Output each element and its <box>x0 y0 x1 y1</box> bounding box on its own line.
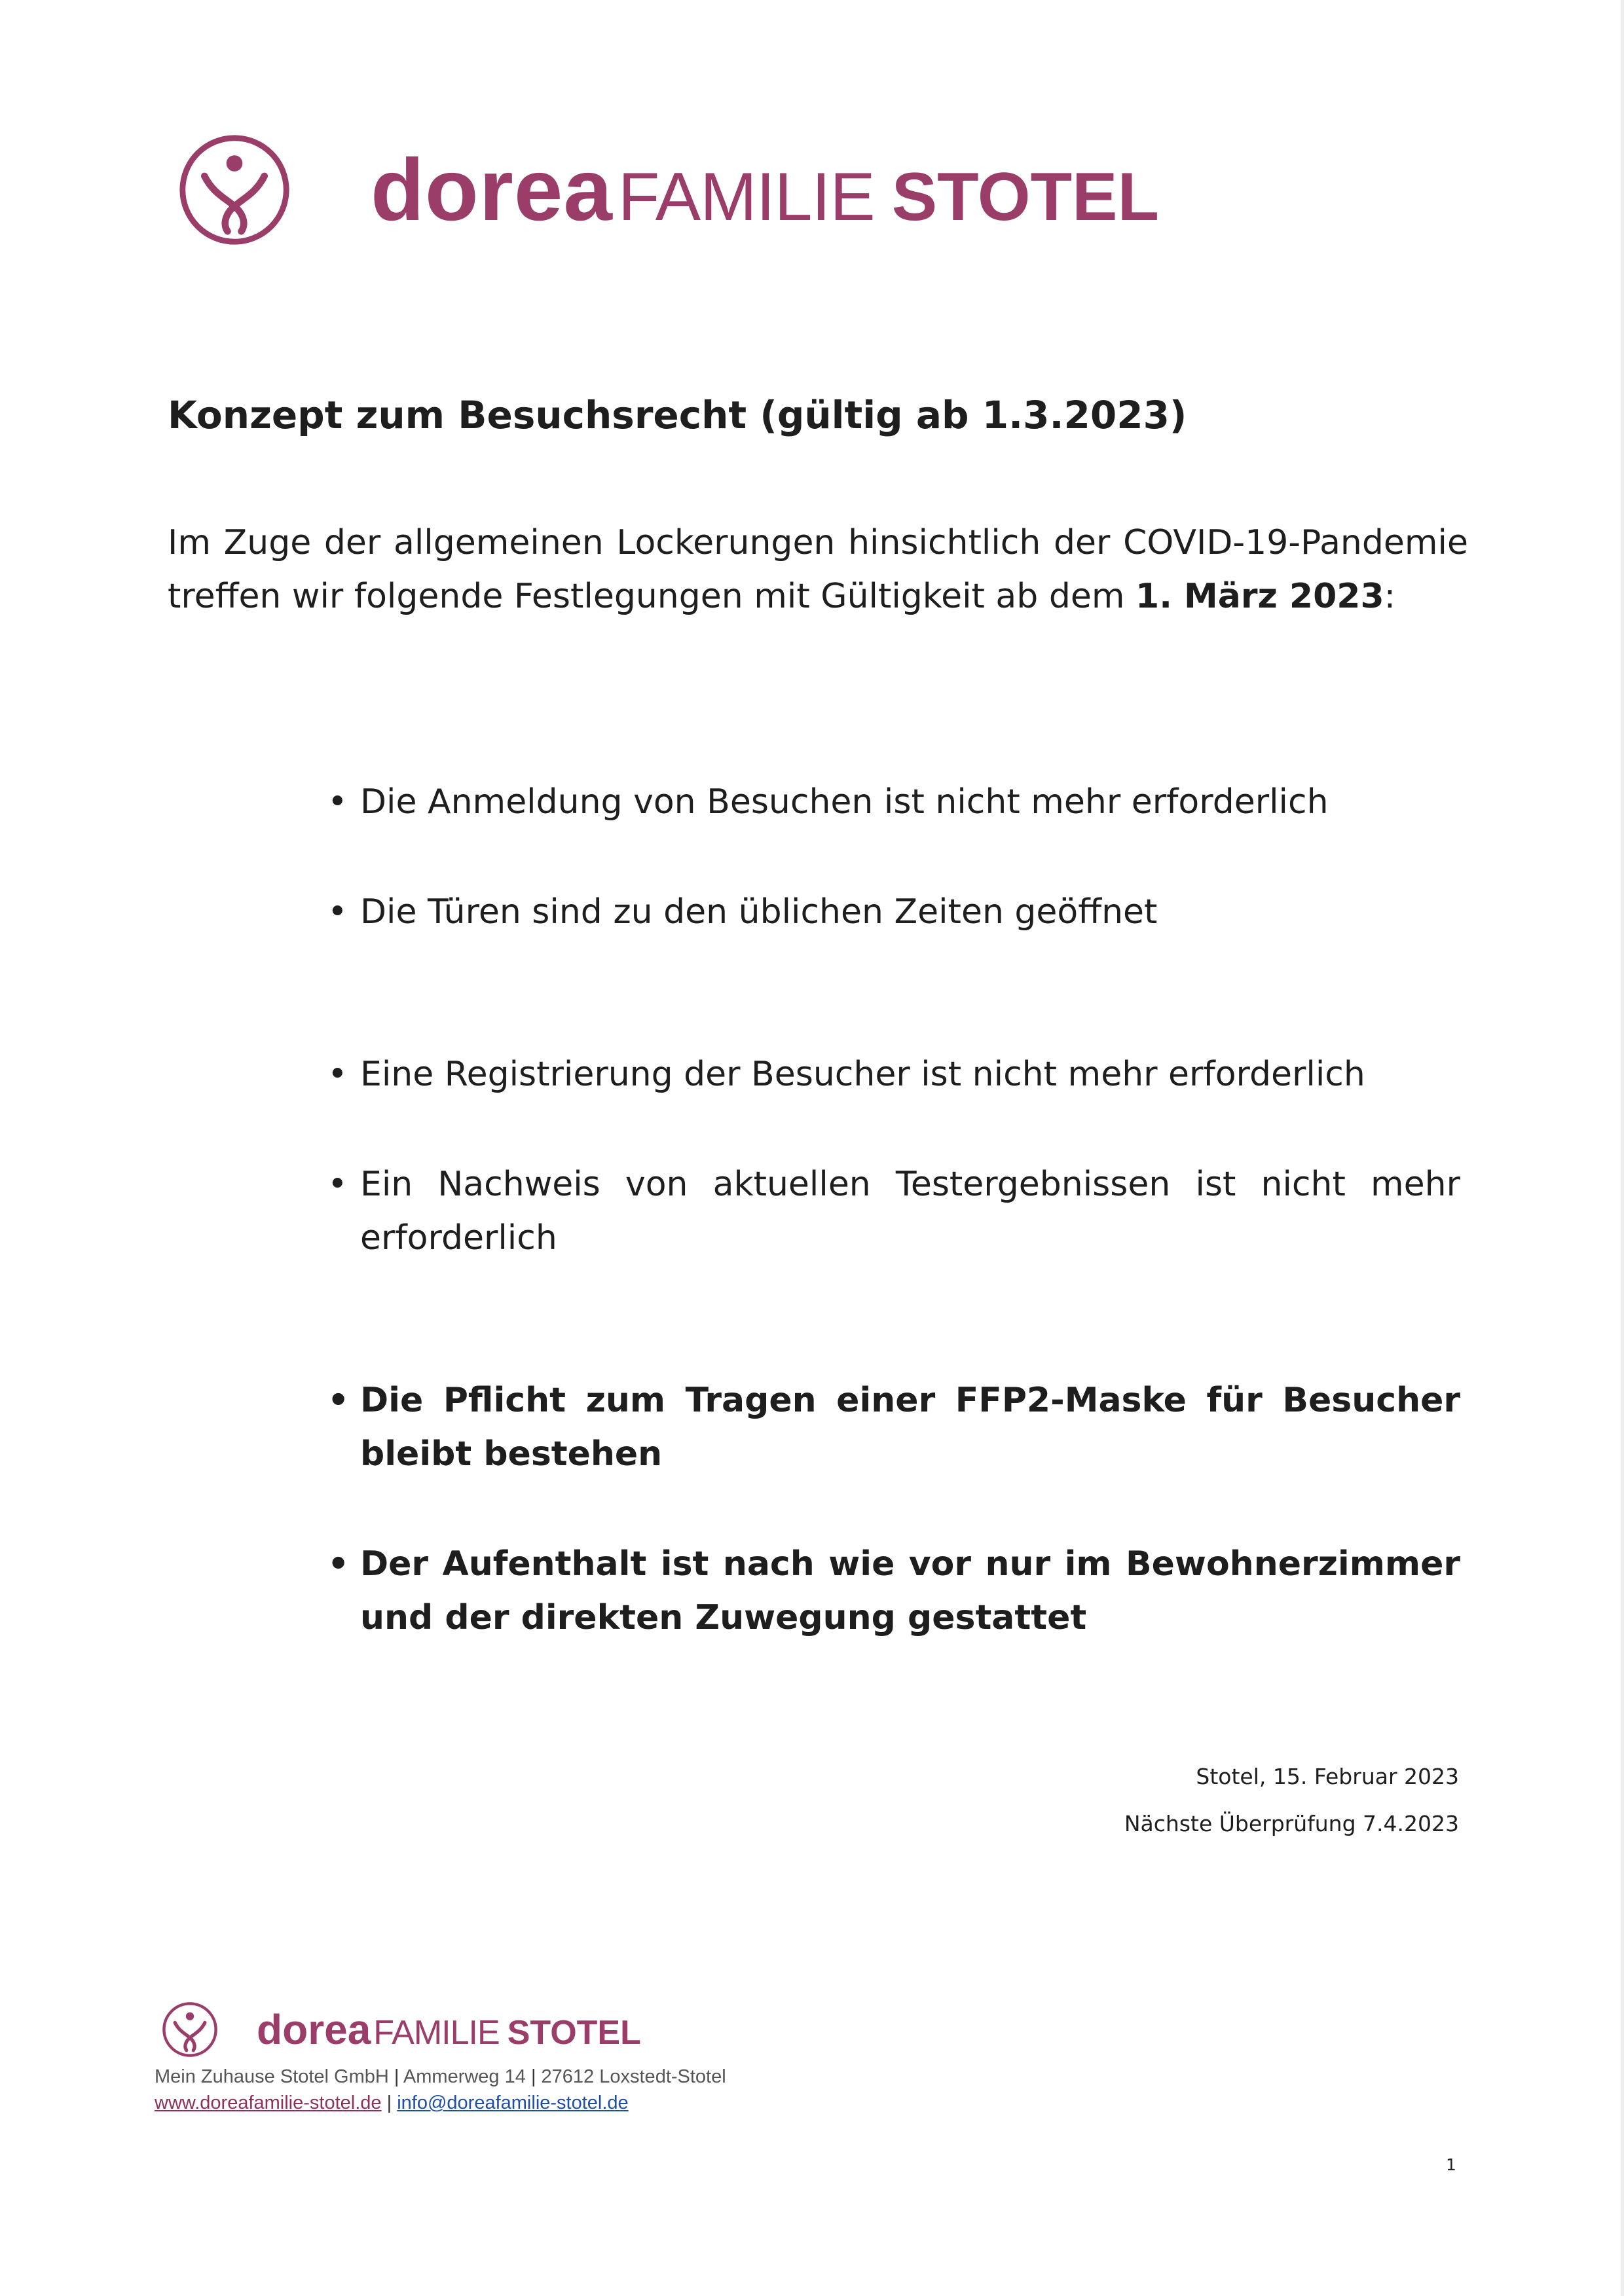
email-link[interactable]: info@doreafamilie-stotel.de <box>397 2092 629 2113</box>
intro-date: 1. März 2023 <box>1135 577 1384 616</box>
place-date: Stotel, 15. Februar 2023 <box>1196 1764 1459 1789</box>
rule-text: Eine Registrierung der Besucher ist nicht mehr erforderlich <box>360 1055 1365 1094</box>
rule-item <box>327 1537 1460 1645</box>
brand-name-dorea: dorea <box>371 141 613 239</box>
bullet-icon: • <box>327 1165 348 1204</box>
next-review: Nächste Überprüfung 7.4.2023 <box>1124 1811 1459 1836</box>
rule-item <box>327 885 1460 939</box>
rule-text: Die Pflicht zum Tragen einer FFP2-Maske für Besucher bleibt bestehen <box>360 1381 1460 1474</box>
city-address: 27612 Loxstedt-Stotel <box>541 2066 726 2087</box>
intro-paragraph <box>168 516 1468 623</box>
brand-name-familie: FAMILIE <box>618 158 875 235</box>
bullet-icon: • <box>327 782 348 822</box>
footer-brand-wordmark <box>257 2005 641 2054</box>
rule-text: Die Anmeldung von Besuchen ist nicht mehr erforderlich <box>360 782 1329 822</box>
brand-name-stotel: STOTEL <box>891 158 1160 235</box>
rule-item <box>327 1048 1460 1101</box>
rule-text: Der Aufenthalt ist nach wie vor nur im Bewohnerzimmer und der direkten Zuwegung gestattet <box>360 1544 1460 1637</box>
rule-item <box>327 1157 1460 1265</box>
intro-text: Im Zuge der allgemeinen Lockerungen hinsichtlich der COVID-19-Pandemie treffen wir folgende Festlegungen mit Gültigkeit ab dem <box>168 523 1468 616</box>
street-address: Ammerweg 14 <box>403 2066 526 2087</box>
brand-name-familie: FAMILIE <box>373 2014 500 2052</box>
separator: | <box>530 2066 536 2087</box>
bullet-icon: • <box>327 1055 348 1094</box>
rule-item <box>327 1374 1460 1481</box>
dorea-person-circle-icon <box>177 132 292 247</box>
bullet-icon: • <box>327 1381 350 1420</box>
header-logo <box>177 131 1159 249</box>
page-number: 1 <box>1446 2155 1456 2174</box>
rule-text: Ein Nachweis von aktuellen Testergebnissen ist nicht mehr erforderlich <box>360 1165 1460 1258</box>
footer-address <box>155 2066 726 2088</box>
separator: | <box>394 2066 399 2087</box>
footer-links <box>155 2092 629 2114</box>
intro-end: : <box>1384 577 1396 616</box>
brand-wordmark <box>371 140 1159 240</box>
brand-name-dorea: dorea <box>257 2006 371 2053</box>
footer-logo <box>161 1999 641 2060</box>
dorea-person-circle-icon <box>161 2001 219 2058</box>
company-name: Mein Zuhause Stotel GmbH <box>155 2066 389 2087</box>
website-link[interactable]: www.doreafamilie-stotel.de <box>155 2092 382 2113</box>
rule-text: Die Türen sind zu den üblichen Zeiten geöffnet <box>360 892 1158 932</box>
separator: | <box>386 2092 392 2113</box>
document-title: Konzept zum Besuchsrecht (gültig ab 1.3.2023) <box>168 393 1187 437</box>
bullet-icon: • <box>327 1544 350 1584</box>
scan-page-edge <box>1621 0 1624 2296</box>
rule-item <box>327 775 1460 829</box>
bullet-icon: • <box>327 892 348 932</box>
brand-name-stotel: STOTEL <box>507 2014 641 2052</box>
